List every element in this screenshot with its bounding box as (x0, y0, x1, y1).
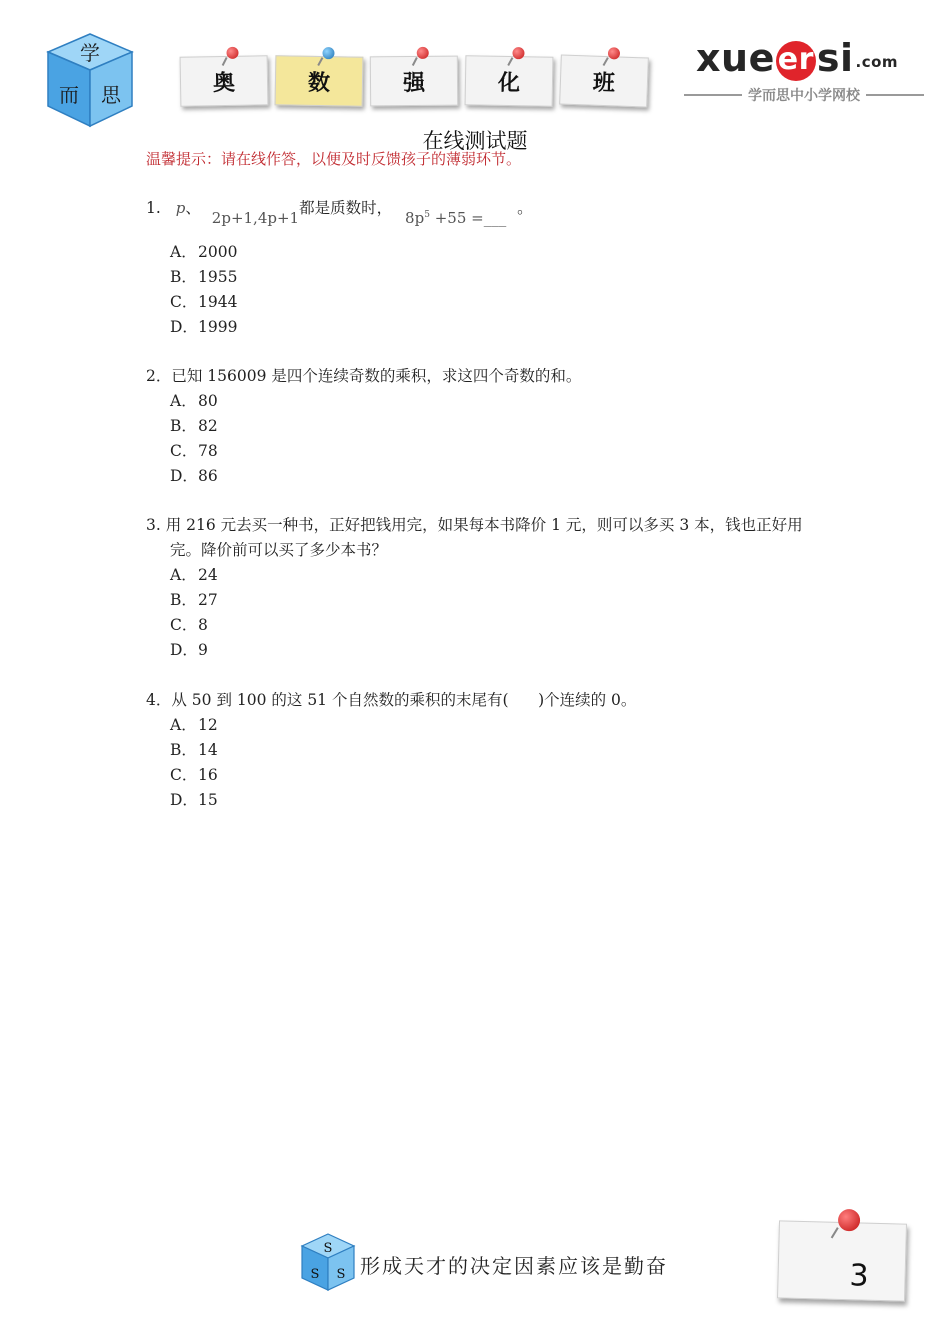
option-letter: C． (170, 442, 198, 460)
cube-letter: S (310, 1267, 320, 1282)
cube-letter: S (336, 1267, 346, 1282)
answer-option[interactable] (170, 414, 218, 439)
answer-option[interactable] (170, 638, 218, 663)
question-text: 都是质数时， (299, 199, 393, 217)
option-value: 1944 (198, 293, 238, 311)
answer-option[interactable] (170, 315, 237, 340)
options-1 (170, 240, 237, 340)
question-2 (146, 364, 581, 389)
option-value: 78 (198, 442, 218, 460)
answer-option[interactable] (170, 290, 237, 315)
option-value: 1955 (198, 268, 238, 286)
answer-option[interactable] (170, 588, 218, 613)
xueersi-cube-logo (40, 30, 140, 130)
option-letter: D． (170, 467, 198, 485)
xueersi-brand-logo (696, 36, 926, 112)
answer-option[interactable] (170, 713, 218, 738)
option-value: 14 (198, 741, 218, 759)
cube-letter: S (323, 1241, 333, 1256)
option-value: 82 (198, 417, 218, 435)
sss-cube-icon (300, 1232, 356, 1292)
question-text: 用 216 元去买一种书，正好把钱用完，如果每本书降价 1 元，则可以多买 3 本，钱也正好用 (165, 516, 803, 534)
logo-char-right: 思 (101, 83, 121, 107)
page-title: 在线测试题 (422, 129, 528, 153)
option-value: 16 (198, 766, 218, 784)
option-letter: C． (170, 293, 198, 311)
answer-option[interactable] (170, 788, 218, 813)
answer-option[interactable] (170, 563, 218, 588)
option-letter: B． (170, 417, 197, 435)
math-exponent: 5 (424, 210, 430, 220)
math-expression: +55 =___ (434, 209, 507, 227)
logo-char-top: 学 (80, 41, 100, 65)
math-expression: 8p (405, 209, 425, 227)
red-pin-icon (417, 47, 429, 59)
answer-option[interactable] (170, 389, 218, 414)
question-4 (146, 688, 636, 713)
question-1 (146, 193, 533, 227)
divider (866, 94, 924, 96)
course-tag-label: 强 (402, 70, 426, 96)
course-tag-note (370, 56, 458, 107)
answer-option[interactable] (170, 763, 218, 788)
option-letter: D． (170, 641, 198, 659)
red-pin-icon (608, 47, 620, 59)
course-tag-note (180, 55, 269, 107)
answer-option[interactable] (170, 613, 218, 638)
option-letter: A． (170, 716, 197, 734)
option-letter: A． (170, 243, 197, 261)
course-tag-strip (178, 44, 648, 108)
answer-option[interactable] (170, 738, 218, 763)
course-tag-label: 班 (592, 70, 616, 96)
option-letter: C． (170, 616, 198, 634)
question-text: 从 50 到 100 的这 51 个自然数的乘积的末尾有( )个连续的 0。 (171, 691, 637, 709)
math-variable: p (175, 199, 186, 217)
answer-option[interactable] (170, 265, 237, 290)
question-number: 2． (146, 367, 172, 385)
option-letter: A． (170, 392, 197, 410)
course-tag-note (465, 55, 554, 107)
question-number: 3. (146, 516, 161, 534)
option-value: 86 (198, 467, 218, 485)
options-2 (170, 389, 218, 489)
divider (684, 94, 742, 96)
option-value: 15 (198, 791, 218, 809)
option-value: 1999 (198, 318, 238, 336)
brand-circle: er (776, 41, 816, 81)
brand-subtitle: 学而思中小学网校 (748, 88, 860, 104)
option-value: 8 (198, 616, 208, 634)
logo-char-left: 而 (59, 83, 79, 107)
option-value: 9 (198, 641, 208, 659)
option-letter: B． (170, 741, 197, 759)
course-tag-note (559, 54, 649, 107)
answer-option[interactable] (170, 240, 237, 265)
options-3 (170, 563, 218, 663)
option-letter: B． (170, 591, 197, 609)
question-text: 。 (517, 199, 533, 217)
question-text: 、 (185, 199, 201, 217)
brand-pre: xue (696, 36, 775, 80)
question-text: 已知 156009 是四个连续奇数的乘积，求这四个奇数的和。 (171, 367, 582, 385)
option-letter: D． (170, 318, 198, 336)
course-tag-label: 数 (307, 70, 331, 96)
red-pin-icon (512, 47, 524, 59)
option-value: 27 (198, 591, 218, 609)
math-expression: 2p+1,4p+1 (211, 209, 300, 227)
blue-pin-icon (322, 47, 334, 59)
brand-subtitle-row (684, 84, 924, 106)
option-value: 12 (198, 716, 218, 734)
red-pin-icon (838, 1209, 861, 1232)
brand-post: si (816, 36, 854, 80)
brand-wordmark (696, 36, 926, 84)
tip-text: 温馨提示：请在线作答，以便及时反馈孩子的薄弱环节。 (146, 150, 522, 168)
option-value: 24 (198, 566, 218, 584)
red-pin-icon (226, 47, 238, 59)
option-letter: A． (170, 566, 197, 584)
option-value: 2000 (198, 243, 238, 261)
page-number-note (777, 1220, 907, 1301)
page-number: 3 (849, 1258, 870, 1294)
option-value: 80 (198, 392, 218, 410)
answer-option[interactable] (170, 464, 218, 489)
question-number: 4． (146, 691, 172, 709)
course-tag-label: 奥 (212, 70, 236, 96)
option-letter: B． (170, 268, 197, 286)
options-4 (170, 713, 218, 813)
course-tag-note (275, 55, 364, 107)
question-3 (146, 513, 826, 563)
question-text: 完。降价前可以买了多少本书？ (170, 541, 388, 559)
brand-domain: .com (855, 53, 899, 71)
course-tag-label: 化 (497, 70, 521, 96)
footer-motto: 形成天才的决定因素应该是勤奋 (360, 1254, 668, 1278)
question-number: 1. (146, 199, 161, 217)
answer-option[interactable] (170, 439, 218, 464)
option-letter: C． (170, 766, 198, 784)
option-letter: D． (170, 791, 198, 809)
